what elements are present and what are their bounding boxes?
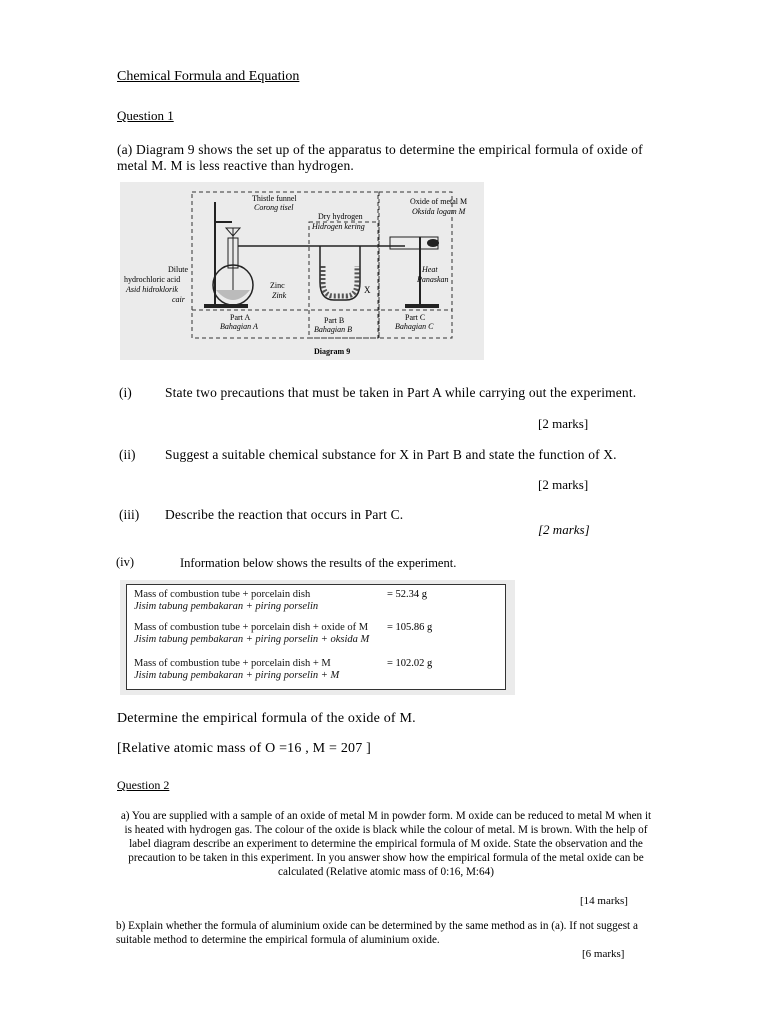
label-heat-my: Panaskan — [417, 275, 449, 284]
item-i-marks: [2 marks] — [538, 416, 589, 431]
apparatus-diagram — [120, 182, 484, 360]
label-acid-my2: cair — [172, 295, 185, 304]
label-thistle-en: Thistle funnel — [252, 194, 297, 203]
question-1-intro: (a) Diagram 9 shows the set up of the apparatus to determine the empirical formula of oxide of metal M. M is less reactive than hydrogen. — [117, 142, 643, 173]
label-part-a-my: Bahagian A — [220, 322, 258, 331]
item-ii-number: (ii) — [119, 447, 136, 462]
label-zinc-en: Zinc — [270, 281, 285, 290]
determine-instruction: Determine the empirical formula of the oxide of M. — [117, 711, 416, 726]
item-iv-text: Information below shows the results of the experiment. — [180, 556, 457, 570]
results-table-box — [126, 584, 506, 690]
item-iv-number: (iv) — [116, 555, 135, 569]
label-thistle-my: Corong tisel — [254, 203, 294, 212]
label-acid-en2: hydrochloric acid — [124, 275, 181, 284]
label-heat-en: Heat — [422, 265, 438, 274]
relative-atomic-mass: [Relative atomic mass of O =16 , M = 207 ] — [117, 741, 371, 756]
result-row-1: Mass of combustion tube + porcelain dish Jisim tabung pembakaran + piring porselin = 52.34 g — [134, 589, 428, 612]
label-zinc-my: Zink — [272, 291, 287, 300]
label-part-c-my: Bahagian C — [395, 322, 434, 331]
label-dry-h-en: Dry hydrogen — [318, 212, 363, 221]
result-row-2: Mass of combustion tube + porcelain dish + oxide of M Jisim tabung pembakaran + piring porselin + oksida M = 105.86 g — [134, 622, 433, 645]
label-part-c: Part C — [405, 313, 426, 322]
item-i-number: (i) — [119, 385, 132, 400]
item-iii-marks: [2 marks] — [538, 522, 590, 537]
label-acid-my1: Asid hidroklorik — [126, 285, 178, 294]
diagram-caption: Diagram 9 — [314, 347, 351, 356]
question-2b-marks: [6 marks] — [582, 948, 625, 960]
page-title: Chemical Formula and Equation — [117, 69, 300, 84]
question-2a-marks: [14 marks] — [580, 895, 628, 907]
label-part-a: Part A — [230, 313, 251, 322]
item-iii-text: Describe the reaction that occurs in Part C. — [165, 507, 404, 522]
item-ii-text: Suggest a suitable chemical substance for X in Part B and state the function of X. — [165, 447, 617, 462]
question-2a-text: a) You are supplied with a sample of an oxide of metal M in powder form. M oxide can be reduced to metal M when it is heated with hydrogen gas. The colour of the oxide is black while the colour of metal. M is brown. With the help of label diagram describe an experiment to determine the empirical formula of M oxide. State the observation and the precaution to be taken in this experiment. In you answer show how the empirical formula of the metal oxide can be calculated (Relative atomic mass of 0:16, M:64) — [120, 810, 652, 878]
diagram-9 — [120, 182, 484, 360]
results-table — [120, 580, 515, 695]
label-oxide-my: Oksida logam M — [412, 207, 466, 216]
label-oxide-en: Oxide of metal M — [410, 197, 468, 206]
label-x: X — [364, 285, 371, 295]
question-2-heading: Question 2 — [117, 778, 170, 792]
item-iii-number: (iii) — [119, 507, 140, 522]
result-row-3: Mass of combustion tube + porcelain dish + M Jisim tabung pembakaran + piring porselin + M = 102.02 g — [134, 658, 433, 681]
question-2b-text: b) Explain whether the formula of aluminium oxide can be determined by the same method as in (a). If not suggest a suitable method to determine the empirical formula of aluminium oxide. — [116, 920, 638, 946]
label-part-b-my: Bahagian B — [314, 325, 352, 334]
label-dry-h-my: Hidrogen kering — [312, 222, 365, 231]
question-1-heading: Question 1 — [117, 108, 174, 123]
label-acid-en1: Dilute — [168, 265, 188, 274]
item-ii-marks: [2 marks] — [538, 477, 589, 492]
label-part-b: Part B — [324, 316, 345, 325]
item-i-text: State two precautions that must be taken in Part A while carrying out the experiment. — [165, 385, 637, 400]
